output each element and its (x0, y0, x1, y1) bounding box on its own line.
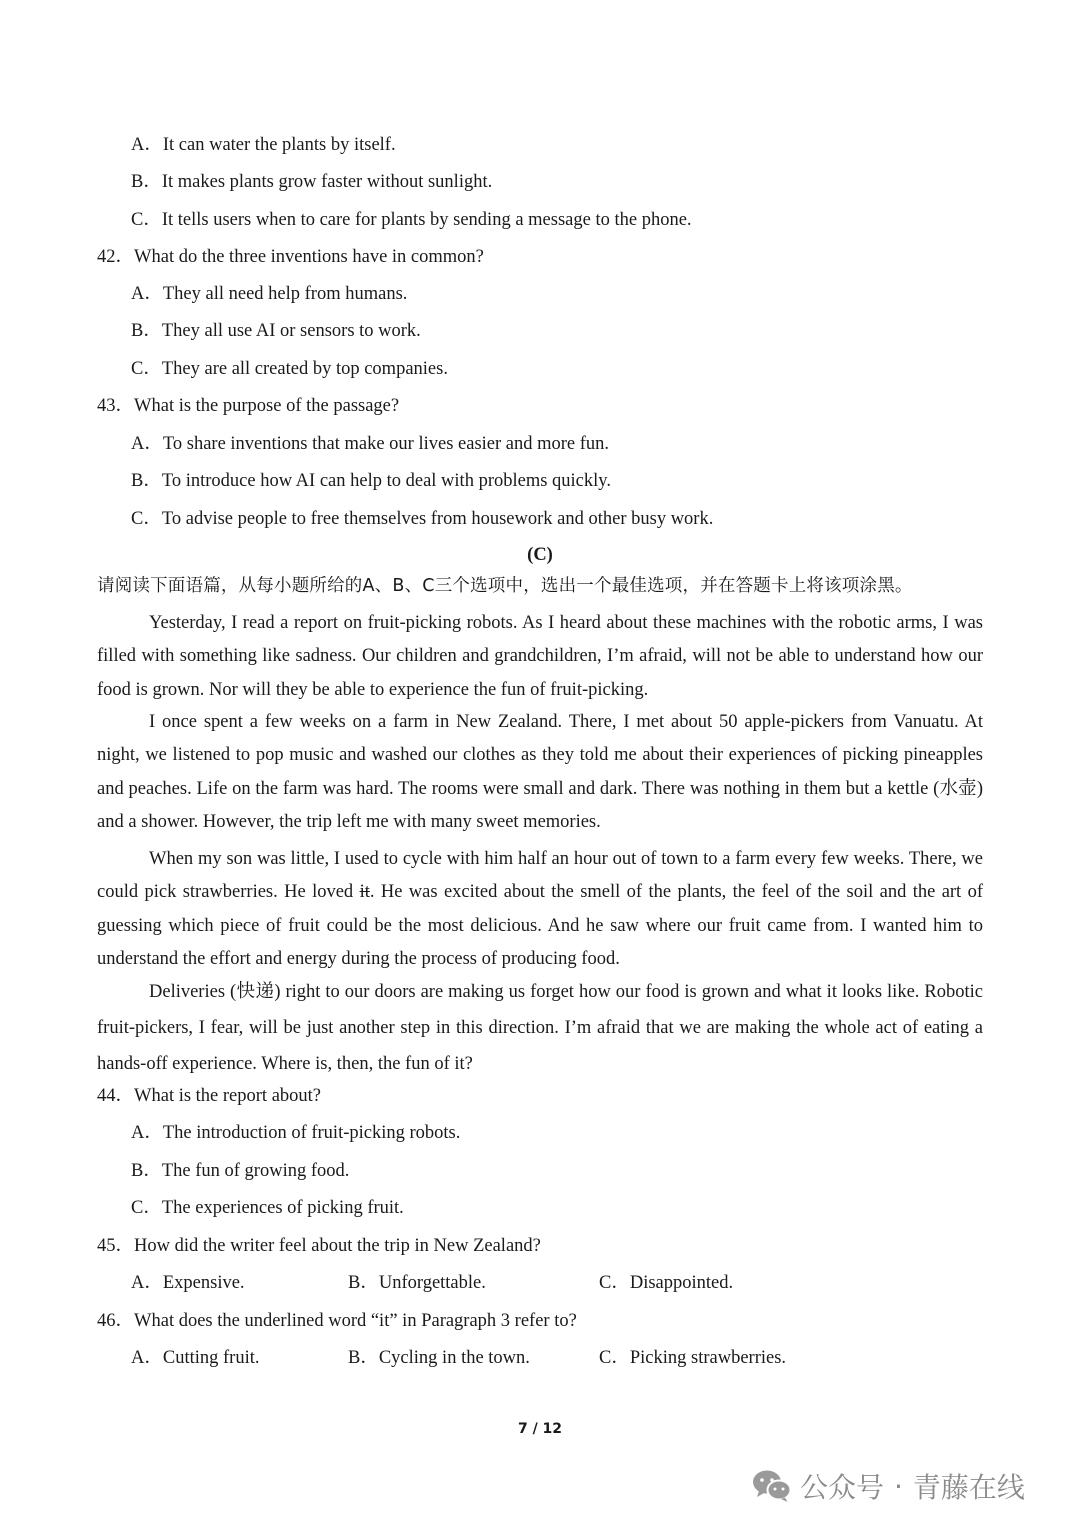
q45-option-a: A．Expensive. (131, 1273, 245, 1293)
q41-option-b: B．It makes plants grow faster without sunlight. (131, 172, 493, 192)
q44-option-b: B．The fun of growing food. (131, 1161, 350, 1181)
section-instruction: 请阅读下面语篇，从每小题所给的A、B、C三个选项中，选出一个最佳选项，并在答题卡上将该项涂黑。 (97, 576, 913, 596)
underlined-word-it: it (359, 882, 370, 903)
q42-option-b: B．They all use AI or sensors to work. (131, 321, 421, 341)
q45-option-c: C．Disappointed. (599, 1273, 734, 1293)
passage-paragraph-3: When my son was little, I used to cycle with him half an hour out of town to a farm every few weeks. There, we could pick strawberries. He loved it. He was excited about the smell of the plants, the feel of the soil and the art of guessing which piece of fruit could be the most delicious. And he saw where our fruit came from. I wanted him to understand the effort and energy during the process of producing food. (97, 849, 983, 969)
passage-paragraph-1: Yesterday, I read a report on fruit-picking robots. As I heard about these machines with the robotic arms, I was filled with something like sadness. Our children and grandchildren, I’m afraid, will not be able to understand how our food is grown. Nor will they be able to experience the fun of fruit-picking. (97, 613, 983, 700)
wechat-icon (752, 1469, 792, 1503)
watermark-account: 公众号 (800, 1471, 885, 1504)
q41-option-c: C．It tells users when to care for plants by sending a message to the phone. (131, 210, 692, 230)
q44-option-c: C．The experiences of picking fruit. (131, 1198, 404, 1218)
q45-option-b: B．Unforgettable. (348, 1273, 486, 1293)
q46-question: 46．What does the underlined word “it” in Paragraph 3 refer to? (97, 1311, 577, 1331)
q42-question: 42．What do the three inventions have in common? (97, 247, 484, 267)
q43-option-a: A．To share inventions that make our lives easier and more fun. (131, 434, 610, 454)
watermark-separator: · (894, 1469, 903, 1503)
watermark-name: 青藤在线 (912, 1471, 1025, 1504)
watermark (752, 1466, 1025, 1506)
q42-option-c: C．They are all created by top companies. (131, 359, 448, 379)
section-heading: (C) (527, 545, 553, 565)
q45-question: 45．How did the writer feel about the trip in New Zealand? (97, 1236, 541, 1256)
q44-question: 44．What is the report about? (97, 1086, 322, 1106)
passage-paragraph-2: I once spent a few weeks on a farm in New Zealand. There, I met about 50 apple-pickers from Vanuatu. At night, we listened to pop music and washed our clothes as they told me about their experiences of picking pineapples and peaches. Life on the farm was hard. The rooms were small and dark. There was nothing in them but a kettle (水壶) and a shower. However, the trip left me with many sweet memories. (97, 712, 983, 832)
q43-option-b: B．To introduce how AI can help to deal with problems quickly. (131, 471, 611, 491)
page-number: 7 / 12 (517, 1421, 563, 1437)
q46-option-b: B．Cycling in the town. (348, 1348, 530, 1368)
q43-question: 43．What is the purpose of the passage? (97, 396, 400, 416)
q44-option-a: A．The introduction of fruit-picking robots. (131, 1123, 461, 1143)
q43-option-c: C．To advise people to free themselves from housework and other busy work. (131, 509, 714, 529)
passage-paragraph-4: Deliveries (快递) right to our doors are making us forget how our food is grown and what it looks like. Robotic fruit-pickers, I fear, will be just another step in this direction. I’m afraid that we are making the whole act of eating a hands-off experience. Where is, then, the fun of it? (97, 982, 983, 1074)
q42-option-a: A．They all need help from humans. (131, 284, 408, 304)
q46-option-c: C．Picking strawberries. (599, 1348, 787, 1368)
q41-option-a: A．It can water the plants by itself. (131, 135, 396, 155)
q46-option-a: A．Cutting fruit. (131, 1348, 260, 1368)
